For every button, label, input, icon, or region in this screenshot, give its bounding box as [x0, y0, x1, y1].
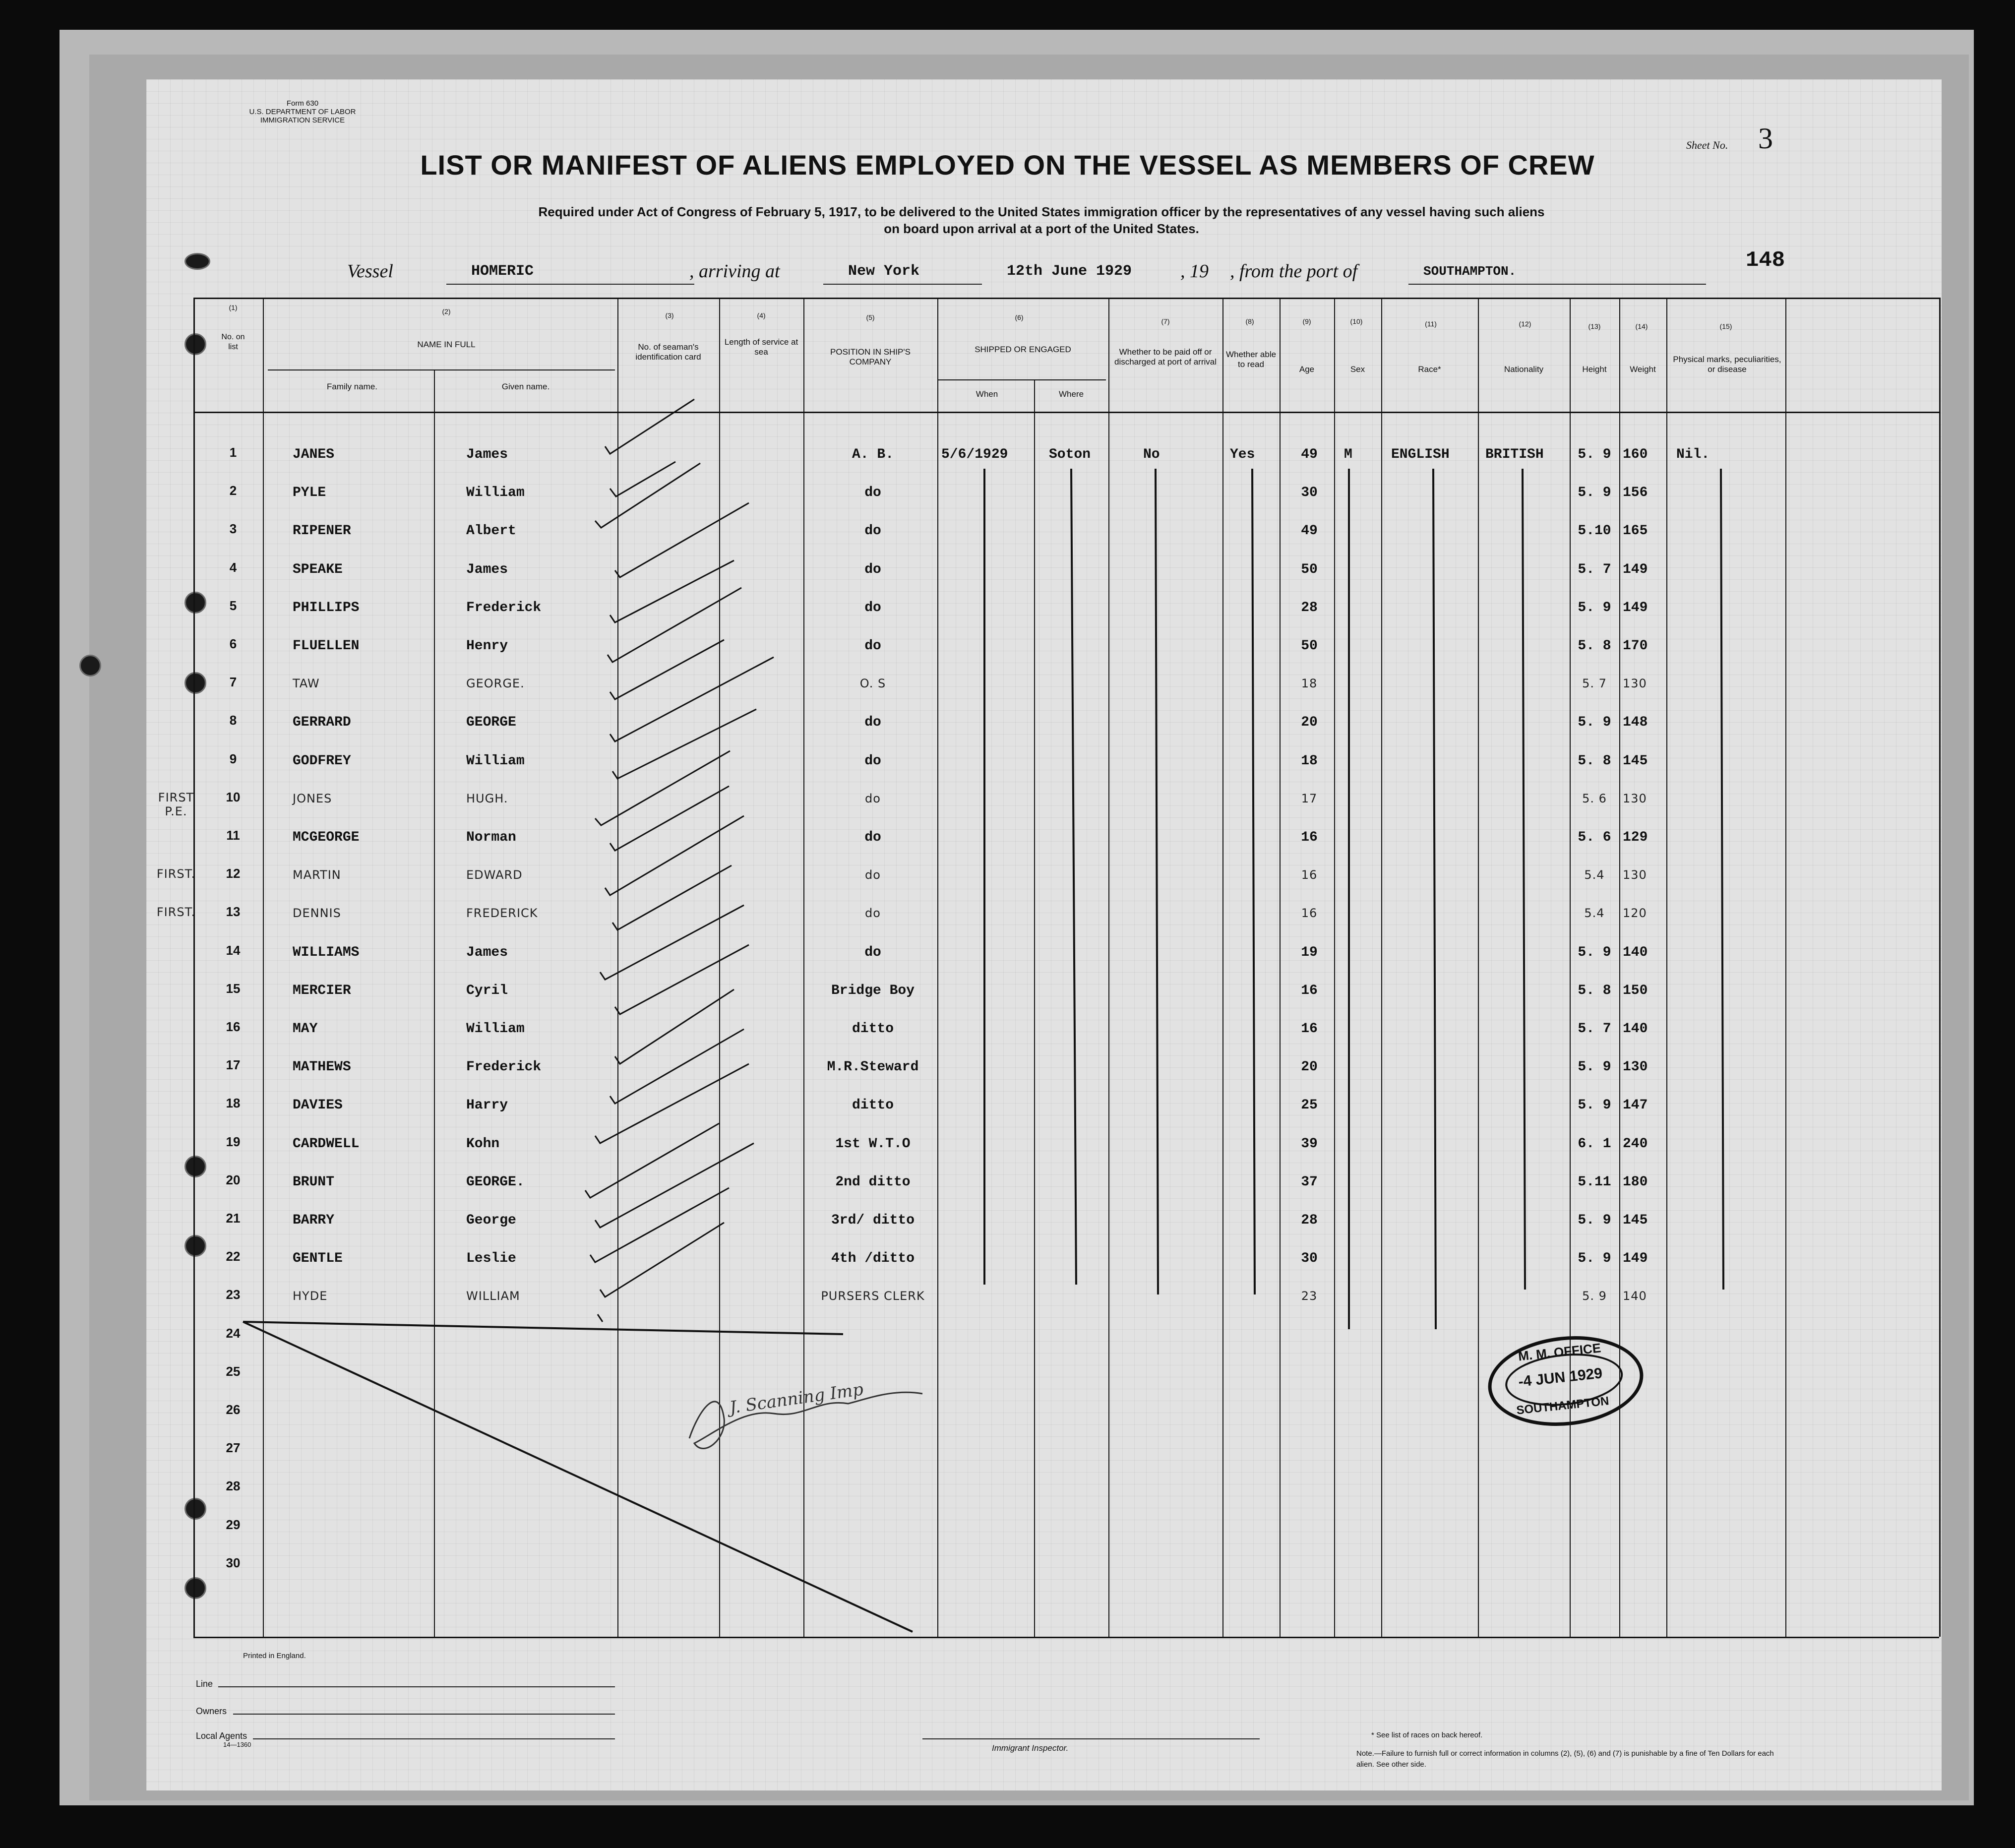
row-number: 6 [229, 636, 237, 651]
row-number: 2 [229, 483, 237, 498]
when-shipped: 5/6/1929 [941, 447, 1008, 462]
subtitle-line1: Required under Act of Congress of February 5, 1917, to be delivered to the United States immigration officer by the representatives of any vessel having such aliens [538, 204, 1545, 219]
age: 39 [1301, 1136, 1318, 1152]
age: 16 [1301, 868, 1318, 882]
given-name: Norman [466, 830, 516, 845]
weight: 120 [1623, 906, 1647, 920]
col-num: (7) [1161, 317, 1170, 325]
given-name: HUGH. [466, 792, 508, 805]
subtitle-line2: on board upon arrival at a port of the United States. [884, 221, 1199, 236]
age: 16 [1301, 906, 1318, 920]
position: do [864, 523, 881, 539]
col-header-name: NAME IN FULL [417, 340, 476, 349]
position: do [865, 906, 881, 920]
height: 5. 9 [1578, 600, 1611, 616]
age: 20 [1301, 1059, 1318, 1075]
col-header-length: Length of service at sea [724, 337, 798, 357]
row-number: 28 [226, 1478, 241, 1493]
height: 5. 9 [1578, 447, 1611, 462]
col-header-no: No. on list [221, 333, 245, 351]
family-name: JONES [293, 792, 332, 805]
row-number: 12 [226, 866, 241, 881]
races-note: * See list of races on back hereof. [1371, 1731, 1483, 1739]
stamp-date: -4 JUN 1929 [1517, 1365, 1603, 1390]
position: O. S [859, 677, 886, 690]
col-num: (4) [757, 311, 766, 319]
position: 4th /ditto [831, 1251, 915, 1266]
sheet-label: Sheet No. [1686, 139, 1728, 151]
height: 5.4 [1584, 906, 1605, 920]
age: 30 [1301, 485, 1318, 500]
height: 5. 9 [1578, 1213, 1611, 1228]
height: 5.11 [1578, 1174, 1611, 1190]
stamp-bottom: SOUTHAMPTON [1516, 1394, 1610, 1417]
age: 20 [1301, 715, 1318, 730]
given-name: FREDERICK [466, 906, 538, 920]
family-name: BRUNT [293, 1174, 335, 1190]
family-name: CARDWELL [293, 1136, 360, 1152]
inspector-label: Immigrant Inspector. [992, 1743, 1069, 1753]
weight: 130 [1623, 868, 1647, 882]
age: 50 [1301, 562, 1318, 577]
weight: 130 [1623, 792, 1647, 805]
physical-marks: Nil. [1676, 447, 1710, 462]
weight: 130 [1623, 1059, 1648, 1075]
able-to-read: Yes [1230, 447, 1255, 462]
col-header-physical: Physical marks, peculiarities, or disease [1673, 355, 1781, 374]
family-name: SPEAKE [293, 562, 343, 577]
col-header-when: When [976, 389, 998, 399]
col-header-nationality: Nationality [1504, 365, 1544, 374]
height: 5. 8 [1578, 753, 1611, 769]
given-name: WILLIAM [466, 1289, 520, 1303]
position: do [864, 830, 881, 845]
family-name: FLUELLEN [293, 638, 360, 654]
height: 5.10 [1578, 523, 1611, 539]
weight: 148 [1623, 715, 1648, 730]
position: do [864, 485, 881, 500]
position: ditto [852, 1021, 894, 1037]
position: do [864, 562, 881, 577]
col-header-race: Race* [1418, 365, 1441, 374]
position: do [865, 792, 881, 805]
height: 5. 6 [1578, 830, 1611, 845]
row-number: 27 [226, 1440, 241, 1455]
position: ditto [852, 1098, 894, 1113]
height: 5. 8 [1578, 983, 1611, 998]
age: 25 [1301, 1098, 1318, 1113]
position: do [865, 868, 881, 882]
given-name: William [466, 485, 525, 500]
row-number: 19 [226, 1134, 241, 1149]
row-number: 24 [226, 1326, 241, 1341]
given-name: James [466, 447, 508, 462]
family-name: MAY [293, 1021, 318, 1037]
page-title: LIST OR MANIFEST OF ALIENS EMPLOYED ON THE VESSEL AS MEMBERS OF CREW [420, 149, 1595, 181]
position: do [864, 945, 881, 960]
height: 5.4 [1584, 868, 1605, 882]
age: 49 [1301, 447, 1318, 462]
position: 1st W.T.O [835, 1136, 911, 1152]
given-name: GEORGE. [466, 1174, 525, 1190]
col-num: (12) [1519, 320, 1531, 328]
race: ENGLISH [1391, 447, 1450, 462]
given-name: George [466, 1213, 516, 1228]
height: 5. 9 [1578, 945, 1611, 960]
weight: 160 [1623, 447, 1648, 462]
row-number: 14 [226, 943, 241, 958]
col-header-position: POSITION IN SHIP'S COMPANY [830, 347, 911, 367]
inspector-signature: J. Scanning Imp [728, 1379, 865, 1418]
check-marks [585, 399, 774, 1322]
weight: 140 [1623, 1289, 1647, 1303]
col-num: (14) [1635, 322, 1648, 330]
vessel-label: Vessel [347, 261, 393, 282]
family-name: TAW [293, 677, 320, 690]
col-num: (11) [1425, 320, 1437, 328]
family-name: DAVIES [293, 1098, 343, 1113]
height: 5. 7 [1582, 677, 1607, 690]
height: 6. 1 [1578, 1136, 1611, 1152]
age: 28 [1301, 1213, 1318, 1228]
col-num: (8) [1245, 317, 1254, 325]
row-number: 23 [226, 1287, 241, 1302]
row-number: 11 [226, 828, 240, 843]
given-name: Cyril [466, 983, 508, 998]
margin-note: FIRST. [156, 867, 196, 881]
line-field [218, 1686, 615, 1687]
position: 3rd/ ditto [831, 1213, 915, 1228]
height: 5. 9 [1578, 715, 1611, 730]
weight: 130 [1623, 677, 1647, 690]
given-name: EDWARD [466, 868, 523, 882]
given-name: James [466, 562, 508, 577]
position: M.R.Steward [827, 1059, 919, 1075]
given-name: GEORGE. [466, 677, 525, 690]
family-name: PYLE [293, 485, 326, 500]
row-number: 17 [226, 1057, 241, 1072]
given-name: Henry [466, 638, 508, 654]
arriving-port: New York [848, 263, 920, 280]
vessel-name: HOMERIC [471, 263, 534, 280]
given-name: Harry [466, 1098, 508, 1113]
position: do [864, 753, 881, 769]
weight: 140 [1623, 945, 1648, 960]
col-header-paid: Whether to be paid off or discharged at port of arrival [1114, 347, 1217, 367]
from-port: SOUTHAMPTON. [1423, 264, 1517, 279]
col-num: (2) [442, 308, 451, 315]
position: do [864, 715, 881, 730]
voyage-date: 12th June 1929 [1007, 263, 1132, 280]
age: 16 [1301, 983, 1318, 998]
sheet-number: 3 [1758, 122, 1773, 155]
line-label: Line [196, 1679, 213, 1689]
agents-code: 14—1360 [223, 1741, 251, 1748]
given-name: William [466, 1021, 525, 1037]
nationality: BRITISH [1485, 447, 1544, 462]
age: 50 [1301, 638, 1318, 654]
row-number: 16 [226, 1019, 241, 1034]
row-number: 25 [226, 1364, 241, 1379]
weight: 170 [1623, 638, 1648, 654]
col-num: (13) [1588, 322, 1601, 330]
printed-in: Printed in England. [243, 1652, 306, 1660]
given-name: Leslie [466, 1251, 516, 1266]
age: 17 [1301, 792, 1318, 805]
row-number: 9 [229, 751, 237, 766]
sex: M [1344, 447, 1352, 462]
position: 2nd ditto [835, 1174, 911, 1190]
age: 18 [1301, 753, 1318, 769]
position: A. B. [852, 447, 894, 462]
height: 5. 9 [1578, 1251, 1611, 1266]
family-name: JANES [293, 447, 335, 462]
col-header-age: Age [1299, 365, 1315, 374]
from-label: , from the port of [1230, 261, 1358, 282]
service: IMMIGRATION SERVICE [260, 116, 345, 124]
weight: 149 [1623, 562, 1648, 577]
col-header-idcard: No. of seaman's identification card [635, 342, 701, 362]
family-name: PHILLIPS [293, 600, 360, 616]
family-name: HYDE [293, 1289, 328, 1303]
row-number: 5 [229, 598, 237, 613]
family-name: GERRARD [293, 715, 351, 730]
row-number: 21 [226, 1211, 241, 1226]
age: 19 [1301, 945, 1318, 960]
given-name: Frederick [466, 1059, 542, 1075]
row-number: 30 [226, 1555, 241, 1570]
height: 5. 9 [1578, 1098, 1611, 1113]
position: do [864, 638, 881, 654]
given-name: William [466, 753, 525, 769]
weight: 147 [1623, 1098, 1648, 1113]
position: PURSERS CLERK [821, 1289, 925, 1303]
position: do [864, 600, 881, 616]
row-number: 26 [226, 1402, 241, 1417]
margin-note: FIRST. [156, 905, 196, 919]
row-number: 13 [226, 904, 241, 919]
col-num: (9) [1302, 317, 1311, 325]
height: 5. 9 [1582, 1289, 1607, 1303]
col-num: (1) [229, 304, 238, 311]
stamp-top: M. M. OFFICE [1517, 1340, 1602, 1364]
close-lines [243, 1322, 913, 1632]
department: U.S. DEPARTMENT OF LABOR [249, 108, 356, 116]
col-header-weight: Weight [1630, 365, 1656, 374]
age: 23 [1301, 1289, 1318, 1303]
col-header-shipped: SHIPPED OR ENGAGED [975, 345, 1071, 354]
height: 5. 9 [1578, 485, 1611, 500]
col-header-given: Given name. [501, 382, 550, 391]
family-name: MCGEORGE [293, 830, 360, 845]
family-name: RIPENER [293, 523, 351, 539]
weight: 145 [1623, 753, 1648, 769]
age: 16 [1301, 830, 1318, 845]
margin-note: FIRST P.E. [158, 791, 194, 818]
paid-off: No [1143, 447, 1160, 462]
weight: 140 [1623, 1021, 1648, 1037]
col-num: (5) [866, 313, 875, 321]
weight: 149 [1623, 600, 1648, 616]
row-number: 1 [229, 445, 237, 460]
height: 5. 7 [1578, 1021, 1611, 1037]
row-number: 7 [229, 675, 237, 689]
arriving-label: , arriving at [689, 261, 780, 282]
col-header-height: Height [1582, 365, 1607, 374]
where-shipped: Soton [1049, 447, 1091, 462]
position: Bridge Boy [831, 983, 915, 998]
age: 30 [1301, 1251, 1318, 1266]
age: 16 [1301, 1021, 1318, 1037]
family-name: MARTIN [293, 868, 341, 882]
row-number: 29 [226, 1517, 241, 1532]
family-name: DENNIS [293, 906, 341, 920]
col-num: (6) [1015, 313, 1024, 321]
given-name: Kohn [466, 1136, 500, 1152]
age: 18 [1301, 677, 1318, 690]
age: 49 [1301, 523, 1318, 539]
family-name: GENTLE [293, 1251, 343, 1266]
owners-field [233, 1714, 615, 1715]
local-agents-field [253, 1738, 615, 1739]
row-number: 18 [226, 1096, 241, 1110]
height: 5. 7 [1578, 562, 1611, 577]
col-num: (15) [1719, 322, 1732, 330]
year-label: , 19 [1180, 261, 1209, 282]
owners-label: Owners [196, 1706, 227, 1716]
family-name: GODFREY [293, 753, 351, 769]
height: 5. 9 [1578, 1059, 1611, 1075]
weight: 129 [1623, 830, 1648, 845]
col-header-where: Where [1058, 389, 1084, 399]
inspector-field [922, 1738, 1260, 1739]
weight: 240 [1623, 1136, 1648, 1152]
fine-note: Note.—Failure to furnish full or correct information in columns (2), (5), (6) and (7) is punishable by a fine of Ten Dollars for each alien. See other side. [1356, 1749, 1774, 1769]
weight: 156 [1623, 485, 1648, 500]
given-name: Frederick [466, 600, 542, 616]
family-name: MERCIER [293, 983, 351, 998]
age: 37 [1301, 1174, 1318, 1190]
given-name: James [466, 945, 508, 960]
weight: 145 [1623, 1213, 1648, 1228]
col-header-read: Whether able to read [1225, 350, 1277, 369]
height: 5. 8 [1578, 638, 1611, 654]
row-number: 4 [229, 560, 237, 575]
row-number: 8 [229, 713, 237, 728]
family-name: BARRY [293, 1213, 335, 1228]
row-number: 20 [226, 1172, 241, 1187]
weight: 165 [1623, 523, 1648, 539]
given-name: GEORGE [466, 715, 516, 730]
age: 28 [1301, 600, 1318, 616]
form-number: Form 630 [286, 99, 319, 108]
row-number: 22 [226, 1249, 241, 1264]
col-num: (10) [1350, 317, 1363, 325]
row-number: 15 [226, 981, 241, 996]
col-header-family: Family name. [326, 382, 378, 391]
family-name: MATHEWS [293, 1059, 351, 1075]
page-number: 148 [1746, 248, 1785, 273]
family-name: WILLIAMS [293, 945, 360, 960]
height: 5. 6 [1582, 792, 1607, 805]
weight: 150 [1623, 983, 1648, 998]
ditto-lines [984, 469, 1723, 1329]
col-header-sex: Sex [1350, 365, 1365, 374]
row-number: 10 [226, 790, 241, 804]
col-num: (3) [665, 311, 674, 319]
given-name: Albert [466, 523, 516, 539]
weight: 180 [1623, 1174, 1648, 1190]
weight: 149 [1623, 1251, 1648, 1266]
local-agents-label: Local Agents [196, 1731, 247, 1741]
row-number: 3 [229, 521, 237, 536]
